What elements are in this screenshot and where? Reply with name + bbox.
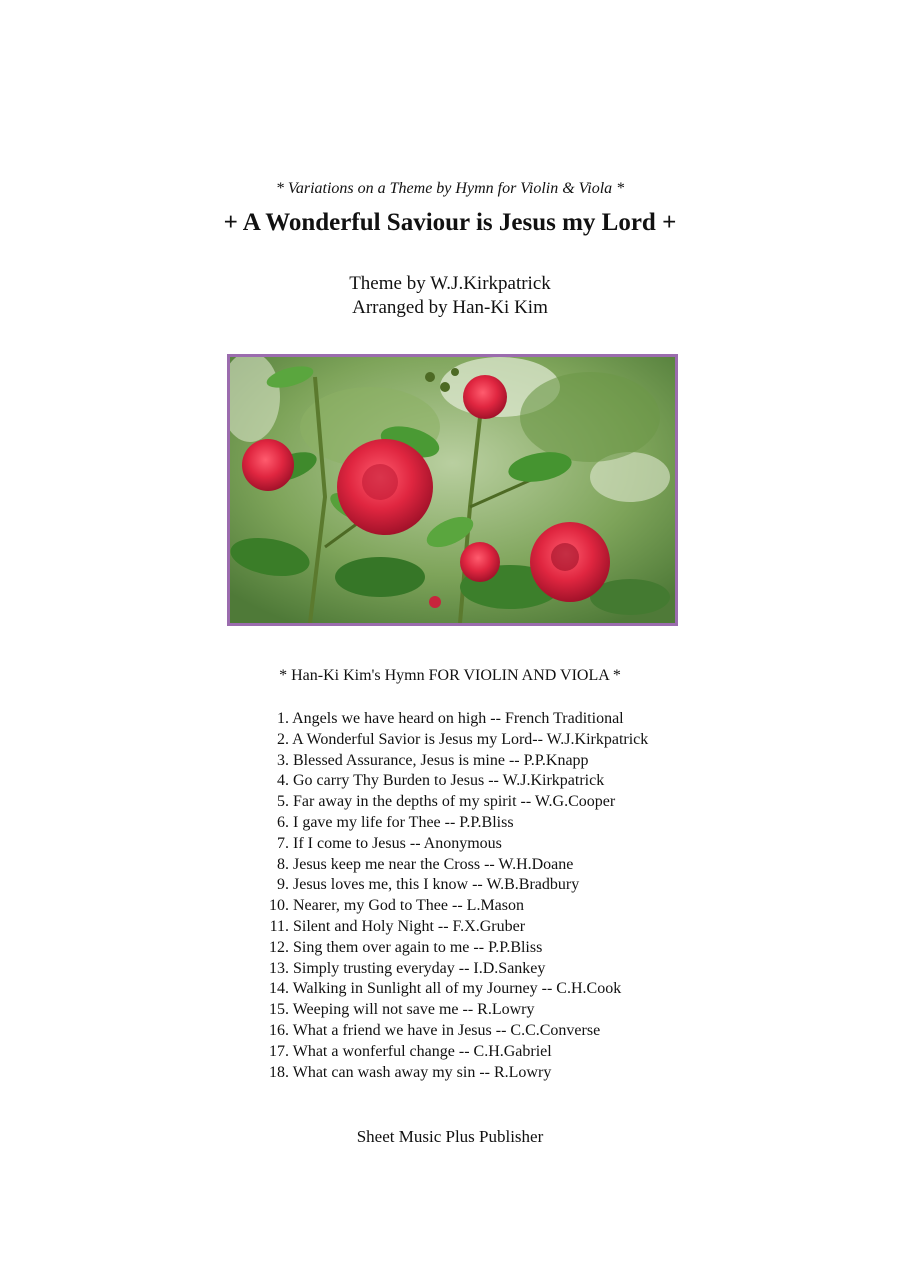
hymn-list-item: [269, 1042, 648, 1063]
hymn-list-item: [269, 896, 648, 917]
hymn-number: 7.: [277, 834, 289, 852]
hymn-list-item: [269, 709, 648, 730]
hymn-title: Jesus keep me near the Cross -- W.H.Doane: [293, 855, 574, 873]
hymn-number: 11.: [269, 917, 289, 935]
hymn-number: 14.: [269, 980, 289, 998]
hymn-number: 13.: [269, 959, 289, 977]
hymn-title: I gave my life for Thee -- P.P.Bliss: [293, 813, 514, 831]
subtitle: * Variations on a Theme by Hymn for Violin & Viola *: [275, 180, 625, 197]
publisher: Sheet Music Plus Publisher: [356, 1127, 544, 1146]
hymn-title: Angels we have heard on high -- French Traditional: [292, 710, 624, 727]
arranger-credit: Arranged by Han-Ki Kim: [352, 297, 548, 318]
hymn-title: Blessed Assurance, Jesus is mine -- P.P.Knapp: [293, 751, 589, 769]
hymn-list-item: [269, 917, 648, 938]
hymn-title: Sing them over again to me -- P.P.Bliss: [293, 938, 543, 956]
hymn-title: Simply trusting everyday -- I.D.Sankey: [293, 959, 546, 977]
hymn-list-item: [269, 730, 648, 751]
theme-credit: Theme by W.J.Kirkpatrick: [349, 273, 551, 294]
hymn-title: What can wash away my sin -- R.Lowry: [292, 1063, 552, 1081]
hymn-list-item: [269, 792, 648, 813]
hymn-list-item: [269, 751, 648, 772]
hymn-number: 1.: [277, 710, 289, 727]
hymn-title: Jesus loves me, this I know -- W.B.Bradbury: [293, 876, 580, 894]
hymn-number: 18.: [269, 1063, 289, 1081]
hymn-number: 10.: [269, 897, 289, 915]
hymn-list-item: [269, 771, 648, 792]
hymn-list-item: [269, 959, 648, 980]
hymn-list-item: [269, 875, 648, 896]
hymn-title: Far away in the depths of my spirit -- W.G.Cooper: [293, 793, 616, 811]
hymn-number: 16.: [269, 1021, 289, 1039]
hymn-number: 2.: [277, 730, 289, 748]
hymn-number: 17.: [269, 1042, 289, 1060]
hymn-title: If I come to Jesus -- Anonymous: [293, 834, 502, 852]
hymn-title: Weeping will not save me -- R.Lowry: [292, 1001, 535, 1019]
hymn-list-item: [269, 1063, 648, 1084]
collection-heading: * Han-Ki Kim's Hymn FOR VIOLIN AND VIOLA *: [279, 667, 621, 684]
hymn-number: 5.: [277, 793, 289, 811]
hymn-number: 6.: [277, 813, 289, 831]
hymn-list: [269, 709, 648, 1083]
rose-bush-illustration: [230, 357, 675, 623]
hymn-title: What a wonferful change -- C.H.Gabriel: [292, 1042, 552, 1060]
page-title: + A Wonderful Saviour is Jesus my Lord +: [223, 209, 677, 236]
hymn-list-item: [269, 813, 648, 834]
hymn-list-item: [269, 834, 648, 855]
hymn-list-item: [269, 938, 648, 959]
hymn-title: Nearer, my God to Thee -- L.Mason: [293, 897, 524, 915]
hymn-title: What a friend we have in Jesus -- C.C.Converse: [292, 1021, 601, 1039]
hymn-number: 3.: [277, 751, 289, 769]
hymn-list-item: [269, 1021, 648, 1042]
hymn-list-item: [269, 1000, 648, 1021]
cover-photo: [227, 354, 678, 626]
hymn-title: Silent and Holy Night -- F.X.Gruber: [293, 917, 526, 935]
hymn-list-item: [269, 855, 648, 876]
hymn-number: 12.: [269, 938, 289, 956]
hymn-title: Go carry Thy Burden to Jesus -- W.J.Kirkpatrick: [293, 772, 605, 790]
hymn-title: A Wonderful Savior is Jesus my Lord-- W.J.Kirkpatrick: [292, 730, 649, 748]
hymn-number: 15.: [269, 1001, 289, 1019]
hymn-list-item: [269, 979, 648, 1000]
hymn-number: 9.: [277, 876, 289, 894]
hymn-number: 4.: [277, 772, 289, 790]
credits: [0, 272, 900, 320]
hymn-number: 8.: [277, 855, 289, 873]
hymn-title: Walking in Sunlight all of my Journey -- C.H.Cook: [292, 980, 622, 998]
